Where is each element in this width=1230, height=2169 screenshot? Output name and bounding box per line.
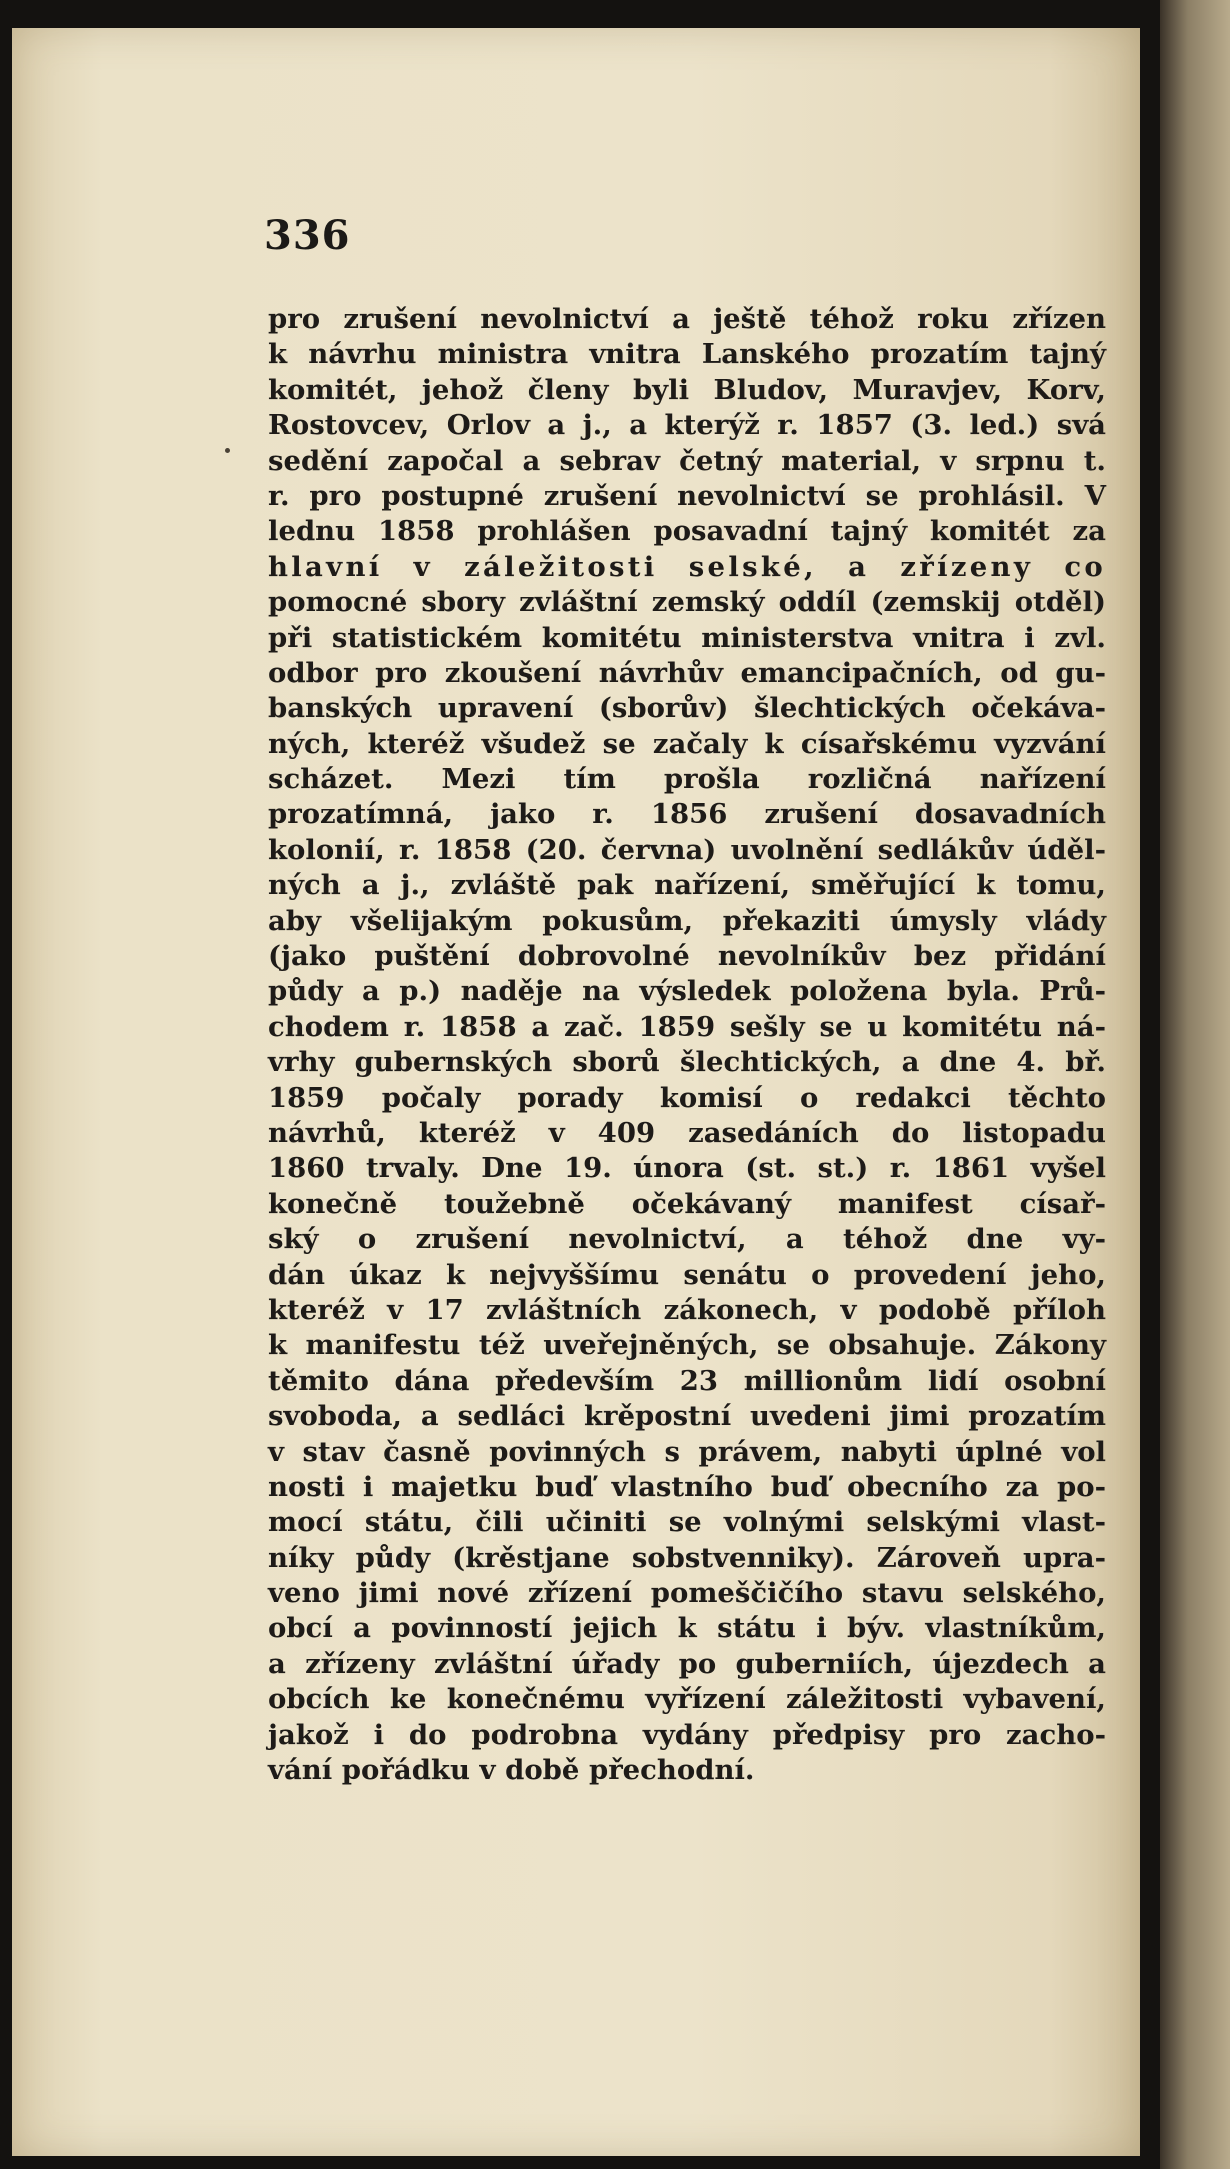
text-line: vrhy gubernských sborů šlechtických, a dne 4. bř. (268, 1046, 1106, 1079)
text-line: 1859 počaly porady komisí o redakci těchto (268, 1081, 1106, 1114)
facing-page-edge (1160, 0, 1230, 2169)
text-line: komitét, jehož členy byli Bludov, Muravjev, Korv, (268, 373, 1106, 406)
text-line: pro zrušení nevolnictví a ještě téhož roku zřízen (268, 303, 1106, 335)
text-line: sedění započal a sebrav četný material, v srpnu t. (268, 444, 1106, 477)
text-line: konečně toužebně očekávaný manifest císař- (268, 1187, 1106, 1220)
text-line: jakož i do podrobna vydány předpisy pro zacho- (268, 1718, 1106, 1751)
text-line: banských upravení (sborův) šlechtických očekáva- (268, 692, 1106, 725)
text-line: hlavní v záležitosti selské, a zřízeny co (268, 550, 1106, 583)
text-line: ných a j., zvláště pak nařízení, směřující k tomu, (268, 869, 1106, 902)
text-line: ných, kteréž všudež se začaly k císařskému vyzvání (268, 727, 1106, 760)
text-line: těmito dána především 23 millionům lidí osobní (268, 1364, 1106, 1397)
text-line: pomocné sbory zvláštní zemský oddíl (zemskij otděl) (268, 586, 1106, 619)
text-line: níky půdy (krěstjane sobstvenniky). Zároveň upra- (268, 1541, 1106, 1574)
text-line: obcí a povinností jejich k státu i býv. vlastníkům, (268, 1612, 1106, 1645)
text-line: r. pro postupné zrušení nevolnictví se prohlásil. V (268, 479, 1106, 512)
text-line: 1860 trvaly. Dne 19. února (st. st.) r. 1861 vyšel (268, 1152, 1106, 1185)
text-line: při statistickém komitétu ministerstva vnitra i zvl. (268, 621, 1106, 654)
text-line: scházet. Mezi tím prošla rozličná nařízení (268, 763, 1106, 796)
text-line: odbor pro zkoušení návrhův emancipačních, od gu- (268, 656, 1106, 689)
text-line: Rostovcev, Orlov a j., a kterýž r. 1857 (3. led.) svá (268, 409, 1106, 442)
text-line: k návrhu ministra vnitra Lanského prozatím tajný (268, 338, 1106, 371)
page-number: 336 (264, 212, 351, 259)
text-line: kteréž v 17 zvláštních zákonech, v podobě příloh (268, 1293, 1106, 1326)
text-line: ský o zrušení nevolnictví, a téhož dne vy- (268, 1223, 1106, 1256)
text-line: v stav časně povinných s právem, nabyti úplné vol (268, 1435, 1106, 1468)
text-line: půdy a p.) naděje na výsledek položena byla. Prů- (268, 975, 1106, 1008)
text-line: návrhů, kteréž v 409 zasedáních do listopadu (268, 1116, 1106, 1149)
text-line: mocí státu, čili učiniti se volnými selskými vlast- (268, 1506, 1106, 1539)
text-line: aby všelijakým pokusům, překaziti úmysly vlády (268, 904, 1106, 937)
text-line: (jako puštění dobrovolné nevolníkův bez přidání (268, 940, 1106, 973)
text-line: veno jimi nové zřízení pomeščičího stavu selského, (268, 1577, 1106, 1610)
text-line: dán úkaz k nejvyššímu senátu o provedení jeho, (268, 1258, 1106, 1291)
margin-speck (225, 448, 230, 453)
text-line: svoboda, a sedláci krěpostní uvedeni jimi prozatím (268, 1400, 1106, 1433)
text-line: prozatímná, jako r. 1856 zrušení dosavadních (268, 798, 1106, 831)
text-line: kolonií, r. 1858 (20. června) uvolnění sedlákův úděl- (268, 833, 1106, 866)
text-line: chodem r. 1858 a zač. 1859 sešly se u komitétu ná- (268, 1010, 1106, 1043)
text-line: a zřízeny zvláštní úřady po guberniích, újezdech a (268, 1647, 1106, 1680)
text-line: k manifestu též uveřejněných, se obsahuje. Zákony (268, 1329, 1106, 1362)
text-line: obcích ke konečnému vyřízení záležitosti vybavení, (268, 1683, 1106, 1716)
text-line: nosti i majetku buď vlastního buď obecního za po- (268, 1470, 1106, 1503)
text-line: vání pořádku v době přechodní. (268, 1754, 755, 1787)
text-line: lednu 1858 prohlášen posavadní tajný komitét za (268, 515, 1106, 548)
body-text (268, 302, 1106, 1788)
